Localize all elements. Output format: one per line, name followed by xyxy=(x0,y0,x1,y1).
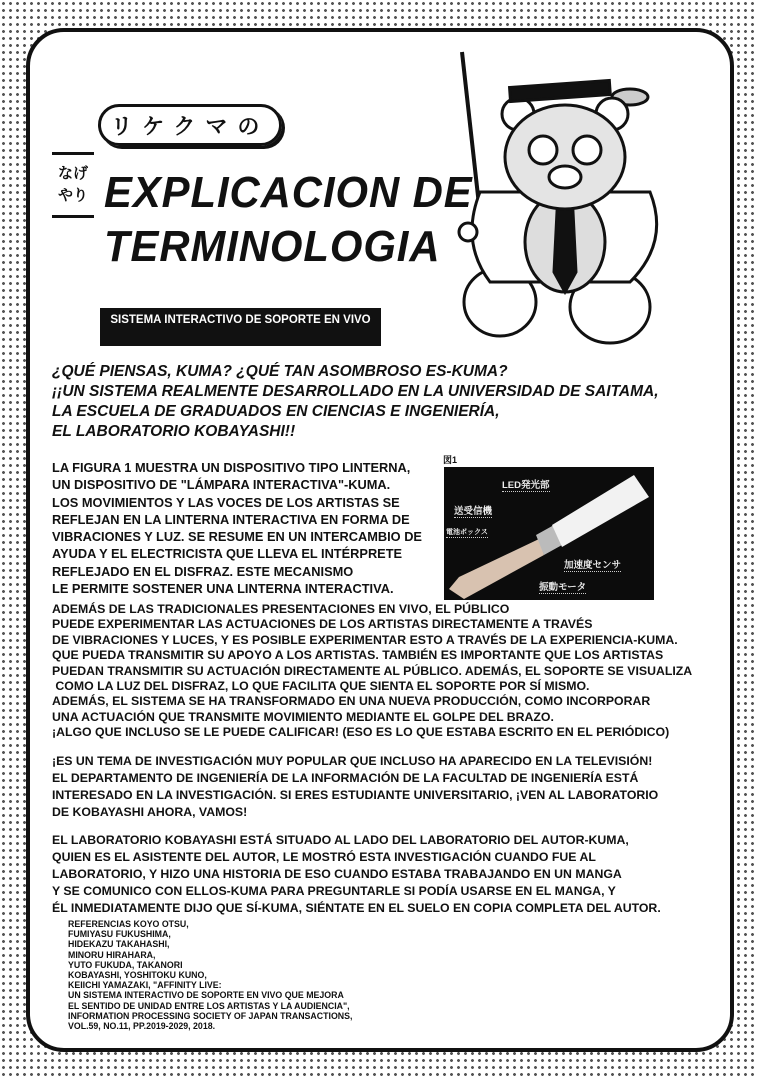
figure-label-motor: 振動モータ xyxy=(539,579,586,594)
text-line: EL DEPARTAMENTO DE INGENIERÍA DE LA INFORMACIÓN DE LA FACULTAD DE INGENIERÍA ESTÁ xyxy=(52,771,639,785)
reference-line: VOL.59, NO.11, PP.2019-2029, 2018. xyxy=(68,1021,216,1032)
page-title-line-2: TERMINOLOGIA xyxy=(104,222,441,271)
reference-line: KOBAYASHI, YOSHITOKU KUNO, xyxy=(68,970,207,981)
reference-line: REFERENCIAS KOYO OTSU, xyxy=(68,919,189,929)
reference-line: FUMIYASU FUKUSHIMA, xyxy=(68,929,171,940)
text-line: EL LABORATORIO KOBAYASHI!! xyxy=(52,423,296,440)
bear-muzzle xyxy=(549,166,581,188)
text-line: QUIEN ES EL ASISTENTE DEL AUTOR, LE MOSTRÓ ESTA INVESTIGACIÓN CUANDO FUE AL xyxy=(52,850,596,864)
text-line: ÉL INMEDIATAMENTE DIJO QUE SÍ-KUMA, SIÉNTATE EN EL SUELO EN COPIA COMPLETA DEL AUTOR. xyxy=(52,901,661,915)
reference-line: YUTO FUKUDA, TAKANORI xyxy=(68,959,183,970)
glasses-right xyxy=(573,136,601,164)
text-line: UN DISPOSITIVO DE "LÁMPARA INTERACTIVA"-KUMA. xyxy=(52,477,391,493)
references xyxy=(68,919,352,1031)
bear-head xyxy=(505,105,625,209)
text-line: AYUDA Y EL ELECTRICISTA QUE LLEVA EL INTÉRPRETE xyxy=(52,546,403,562)
series-label: リケクマの xyxy=(98,104,282,146)
text-line: ¡ALGO QUE INCLUSO SE LE PUEDE CALIFICAR! (ESO ES LO QUE ESTABA ESCRITO EN EL PERIÓDICO) xyxy=(52,725,670,740)
term-box: SISTEMA INTERACTIVO DE SOPORTE EN VIVO xyxy=(100,308,381,346)
paragraph-3 xyxy=(52,753,658,821)
reference-line: EL SENTIDO DE UNIDAD ENTRE LOS ARTISTAS Y LA AUDIENCIA", xyxy=(68,1000,350,1011)
paragraph-1 xyxy=(52,459,422,597)
text-line: REFLEJAN EN LA LINTERNA INTERACTIVA EN FORMA DE xyxy=(52,511,410,527)
text-line: COMO LA LUZ DEL DISFRAZ, LO QUE FACILITA QUE SIENTA EL SOPORTE POR SÍ MISMO. xyxy=(52,679,590,694)
text-line: REFLEJADO EN EL DISFRAZ. ESTE MECANISMO xyxy=(52,563,354,579)
figure-label-led: LED発光部 xyxy=(502,477,550,492)
reference-line: UN SISTEMA INTERACTIVO DE SOPORTE EN VIVO QUE MEJORA xyxy=(68,990,344,1001)
glasses-left xyxy=(529,136,557,164)
text-line: LE PERMITE SOSTENER UNA LINTERNA INTERACTIVA. xyxy=(52,581,394,597)
text-line: ¿QUÉ PIENSAS, KUMA? ¿QUÉ TAN ASOMBROSO ES-KUMA? xyxy=(52,363,508,380)
figure-label-accelerometer: 加速度センサ xyxy=(564,557,621,572)
text-line: ¡¡UN SISTEMA REALMENTE DESARROLLADO EN LA UNIVERSIDAD DE SAITAMA, xyxy=(52,383,659,400)
text-line: INTERESADO EN LA INVESTIGACIÓN. SI ERES ESTUDIANTE UNIVERSITARIO, ¡VEN AL LABORATORIO xyxy=(52,788,659,802)
text-line: LABORATORIO, Y HIZO UNA HISTORIA DE ESO CUANDO ESTABA TRABAJANDO EN UN MANGA xyxy=(52,867,622,881)
figure-label-battery: 電池ボックス xyxy=(446,529,488,536)
reference-line: KEIICHI YAMAZAKI, "AFFINITY LIVE: xyxy=(68,980,222,991)
side-label-line: なげ xyxy=(57,165,88,182)
text-line: DE KOBAYASHI AHORA, VAMOS! xyxy=(52,805,248,819)
paragraph-4 xyxy=(52,832,661,917)
text-line: PUEDAN TRANSMITIR SU ACTUACIÓN DIRECTAMENTE AL PÚBLICO. ADEMÁS, EL SOPORTE SE VISUALIZA xyxy=(52,663,693,678)
text-line: QUE PUEDA TRANSMITIR SU APOYO A LOS ARTISTAS. TAMBIÉN ES IMPORTANTE QUE LOS ARTISTAS xyxy=(52,648,664,663)
reference-line: INFORMATION PROCESSING SOCIETY OF JAPAN TRANSACTIONS, xyxy=(68,1010,353,1021)
text-line: LA ESCUELA DE GRADUADOS EN CIENCIAS E INGENIERÍA, xyxy=(52,403,500,420)
intro-text xyxy=(52,362,659,442)
bear-professor-illustration xyxy=(440,42,710,362)
text-line: DE VIBRACIONES Y LUCES, Y ES POSIBLE EXPERIMENTAR ESTO A TRAVÉS DE LA EXPERIENCIA-KUMA. xyxy=(52,632,678,647)
text-line: LA FIGURA 1 MUESTRA UN DISPOSITIVO TIPO LINTERNA, xyxy=(52,460,411,475)
figure-1-photo xyxy=(444,467,654,600)
paragraph-2 xyxy=(52,602,692,741)
text-line: EL LABORATORIO KOBAYASHI ESTÁ SITUADO AL LADO DEL LABORATORIO DEL AUTOR-KUMA, xyxy=(52,833,629,847)
side-label xyxy=(52,152,94,218)
text-line: PUEDE EXPERIMENTAR LAS ACTUACIONES DE LOS ARTISTAS DIRECTAMENTE A TRAVÉS xyxy=(52,617,593,632)
side-label-line: やり xyxy=(57,187,88,204)
text-line: ADEMÁS DE LAS TRADICIONALES PRESENTACIONES EN VIVO, EL PÚBLICO xyxy=(52,602,510,616)
figure-label: 図1 xyxy=(443,455,458,465)
page-title-line-1: EXPLICACION DE xyxy=(104,168,473,217)
text-line: Y SE COMUNICO CON ELLOS-KUMA PARA PREGUNTARLE SI PODÍA USARSE EN EL MANGA, Y xyxy=(52,884,616,898)
figure-label-transceiver: 送受信機 xyxy=(454,503,492,518)
text-line: ¡ES UN TEMA DE INVESTIGACIÓN MUY POPULAR QUE INCLUSO HA APARECIDO EN LA TELEVISIÓN! xyxy=(52,754,653,768)
reference-line: MINORU HIRAHARA, xyxy=(68,949,156,960)
text-line: VIBRACIONES Y LUZ. SE RESUME EN UN INTERCAMBIO DE xyxy=(52,529,422,545)
text-line: UNA ACTUACIÓN QUE TRANSMITE MOVIMIENTO MEDIANTE EL GOLPE DEL BRAZO. xyxy=(52,709,554,724)
graduation-cap xyxy=(510,81,611,102)
bear-paw xyxy=(459,223,477,241)
reference-line: HIDEKAZU TAKAHASHI, xyxy=(68,939,170,950)
text-line: LOS MOVIMIENTOS Y LAS VOCES DE LOS ARTISTAS SE xyxy=(52,494,400,510)
text-line: ADEMÁS, EL SISTEMA SE HA TRANSFORMADO EN UNA NUEVA PRODUCCIÓN, COMO INCORPORAR xyxy=(52,694,651,709)
